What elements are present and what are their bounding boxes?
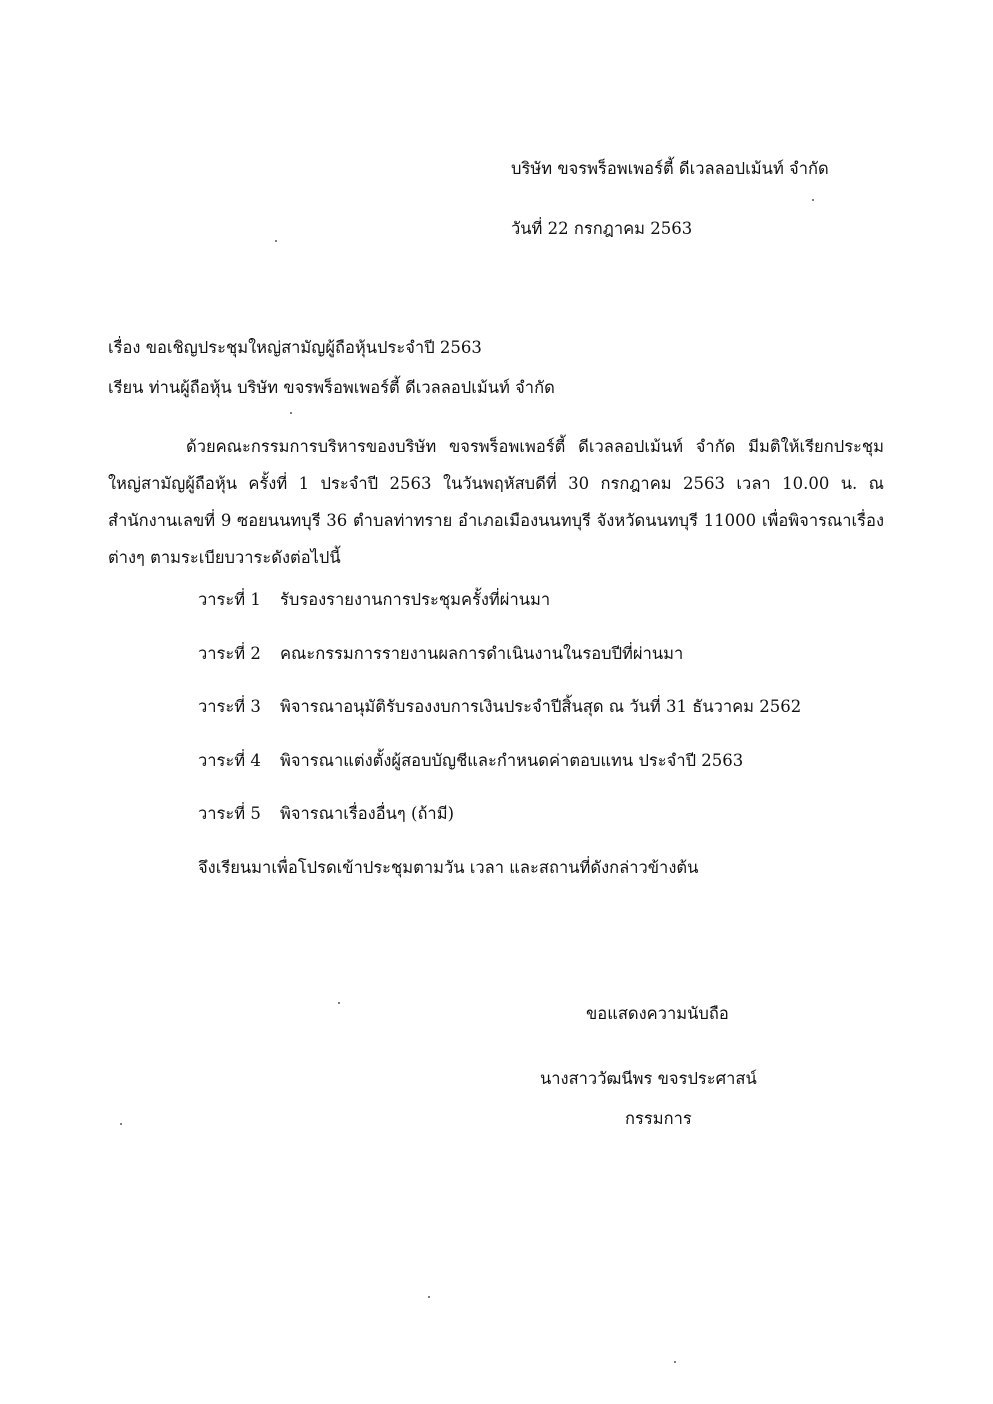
- letter-date: วันที่ 22 กรกฎาคม 2563: [511, 219, 693, 238]
- signer-position: กรรมการ: [625, 1109, 692, 1128]
- scan-speck: [674, 1361, 676, 1363]
- company-name: บริษัท ขจรพร็อพเพอร์ตี้ ดีเวลลอปเม้นท์ จำกัด: [511, 159, 829, 178]
- agenda-number: วาระที่ 2: [198, 643, 261, 663]
- agenda-item: [198, 641, 801, 695]
- agenda-item: [198, 694, 801, 748]
- scan-speck: [812, 199, 814, 201]
- agenda-number: วาระที่ 4: [198, 750, 261, 770]
- signer-name: นางสาววัฒนีพร ขจรประศาสน์: [540, 1069, 757, 1088]
- agenda-text: พิจารณาแต่งตั้งผู้สอบบัญชีและกำหนดค่าตอบแทน ประจำปี 2563: [280, 750, 744, 770]
- agenda-list: [198, 587, 801, 855]
- agenda-item: [198, 748, 801, 802]
- agenda-number: วาระที่ 3: [198, 697, 261, 716]
- complimentary-close: ขอแสดงความนับถือ: [586, 1004, 729, 1023]
- letter-recipient: เรียน ท่านผู้ถือหุ้น บริษัท ขจรพร็อพเพอร์ตี้ ดีเวลลอปเม้นท์ จำกัด: [108, 378, 555, 397]
- agenda-number: วาระที่ 1: [198, 590, 261, 609]
- agenda-text: คณะกรรมการรายงานผลการดำเนินงานในรอบปีที่ผ่านมา: [280, 643, 684, 663]
- agenda-text: รับรองรายงานการประชุมครั้งที่ผ่านมา: [280, 590, 551, 609]
- agenda-number: วาระที่ 5: [198, 804, 261, 823]
- scan-speck: [275, 240, 277, 242]
- scan-speck: [290, 412, 292, 414]
- letter-subject: เรื่อง ขอเชิญประชุมใหญ่สามัญผู้ถือหุ้นประจำปี 2563: [108, 338, 482, 357]
- agenda-text: พิจารณาเรื่องอื่นๆ (ถ้ามี): [280, 804, 455, 823]
- letter-body: ด้วยคณะกรรมการบริหารของบริษัท ขจรพร็อพเพอร์ตี้ ดีเวลลอปเม้นท์ จำกัด มีมติให้เรียกประชุมใหญ่สามัญผู้ถือหุ้น ครั้งที่ 1 ประจำปี 2563 ในวันพฤหัสบดีที่ 30 กรกฎาคม 2563 เวลา 10.00 น. ณ สำนักงานเลขที่ 9 ซอยนนทบุรี 36 ตำบลท่าทราย อำเภอเมืองนนทบุรี จังหวัดนนทบุรี 11000 เพื่อพิจารณาเรื่องต่างๆ ตามระเบียบวาระดังต่อไปนี้: [108, 437, 884, 567]
- agenda-text: พิจารณาอนุมัติรับรองงบการเงินประจำปีสิ้นสุด ณ วันที่ 31 ธันวาคม 2562: [280, 697, 802, 716]
- agenda-item: [198, 801, 801, 855]
- scan-speck: [428, 1296, 430, 1298]
- closing-sentence: จึงเรียนมาเพื่อโปรดเข้าประชุมตามวัน เวลา และสถานที่ดังกล่าวข้างต้น: [198, 858, 699, 877]
- scan-speck: [338, 1002, 340, 1004]
- scan-speck: [120, 1123, 122, 1125]
- agenda-item: [198, 587, 801, 641]
